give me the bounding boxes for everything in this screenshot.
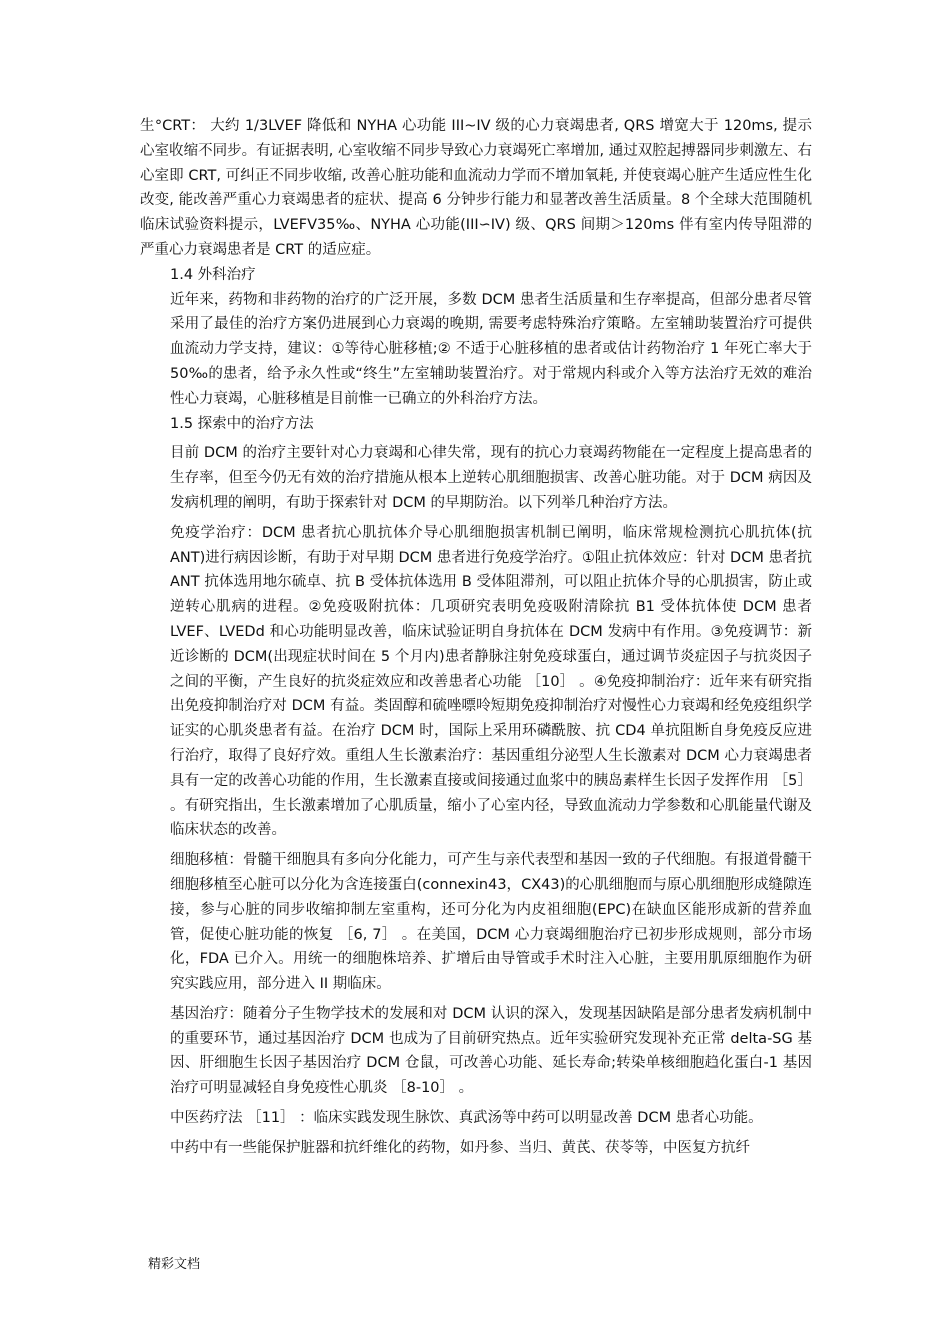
paragraph-cell-transplant: 细胞移植：骨髓干细胞具有多向分化能力，可产生与亲代表型和基因一致的子代细胞。有报道骨髓干细胞移植至心脏可以分化为含连接蛋白(connexin43，CX43)的心肌细胞而与原心肌细胞形成缝隙连接，参与心脏的同步收缩抑制左室重构，还可分化为内皮祖细胞(EPC)在缺血区能形成新的营养血管，促使心脏功能的恢复 ［6, 7］ 。在美国，DCM 心力衰竭细胞治疗已初步形成规则，部分市场化，FDA 已介入。用统一的细胞株培养、扩增后由导管或手术时注入心脏，主要用肌原细胞作为研究实践应用，部分进入 II 期临床。: [170, 852, 812, 993]
paragraph-immunotherapy: 免疫学治疗：DCM 患者抗心肌抗体介导心肌细胞损害机制已阐明，临床常规检测抗心肌抗体(抗 ANT)进行病因诊断，有助于对早期 DCM 患者进行免疫学治疗。①阻止抗体效应：针对 DCM 患者抗 ANT 抗体选用地尔硫卓、抗 B 受体抗体选用 B 受体阻滞剂，可以阻止抗体介导的心肌损害，防止或逆转心肌病的进程。②免疫吸附抗体：几项研究表明免疫吸附清除抗 B1 受体抗体使 DCM 患者 LVEF、LVEDd 和心功能明显改善，临床试验证明自身抗体在 DCM 发病中有作用。③免疫调节：新近诊断的 DCM(出现症状时间在 5 个月内)患者静脉注射免疫球蛋白，通过调节炎症因子与抗炎因子之间的平衡，产生良好的抗炎症效应和改善患者心功能 ［10］ 。④免疫抑制治疗：近年来有研究指出免疫抑制治疗对 DCM 有益。类固醇和硫唑嘌呤短期免疫抑制治疗对慢性心力衰竭和经免疫组织学证实的心肌炎患者有益。在治疗 DCM 时，国际上采用环磷酰胺、抗 CD4 单抗阻断自身免疫反应进行治疗，取得了良好疗效。重组人生长激素治疗：基因重组分泌型人生长激素对 DCM 心力衰竭患者具有一定的改善心功能的作用，生长激素直接或间接通过血浆中的胰岛素样生长因子发挥作用 ［5］ 。有研究指出，生长激素增加了心肌质量，缩小了心室内径，导致血流动力学参数和心肌能量代谢及临床状态的改善。: [170, 524, 812, 839]
section-heading-exploratory: 1.5 探索中的治疗方法: [170, 415, 314, 432]
paragraph-crt: 生°CRT： 大约 1/3LVEF 降低和 NYHA 心功能 III~IV 级的心力衰竭患者, QRS 增宽大于 120ms, 提示心室收缩不同步。有证据表明, 心室收缩不同步导致心力衰竭死亡率增加, 通过双腔起搏器同步刺激左、右心室即 CRT, 可纠正不同步收缩, 改善心脏功能和血流动力学而不增加氧耗, 并使衰竭心脏产生适应性生化改变, 能改善严重心力衰竭患者的症状、提高 6 分钟步行能力和显著改善生活质量。8 个全球大范围随机临床试验资料提示，LVEFV35‰、NYHA 心功能(III∽IV) 级、QRS 间期＞120ms 伴有室内传导阻滞的严重心力衰竭患者是 CRT 的适应症。: [140, 118, 812, 258]
section-heading-surgery: 1.4 外科治疗: [170, 266, 256, 283]
document-body: [140, 114, 812, 1161]
paragraph-exploratory-intro: 目前 DCM 的治疗主要针对心力衰竭和心律失常，现有的抗心力衰竭药物能在一定程度上提高患者的生存率，但至今仍无有效的治疗措施从根本上逆转心肌细胞损害、改善心脏功能。对于 DCM 病因及发病机理的阐明，有助于探索针对 DCM 的早期防治。以下列举几种治疗方法。: [170, 445, 812, 511]
paragraph-tcm: 中医药疗法 ［11］ ：临床实践发现生脉饮、真武汤等中药可以明显改善 DCM 患者心功能。: [170, 1110, 763, 1127]
paragraph-gene-therapy: 基因治疗：随着分子生物学技术的发展和对 DCM 认识的深入，发现基因缺陷是部分患者发病机制中的重要环节，通过基因治疗 DCM 也成为了目前研究热点。近年实验研究发现补充正常 delta-SG 基因、肝细胞生长因子基因治疗 DCM 仓鼠，可改善心功能、延长寿命;转染单核细胞趋化蛋白-1 基因治疗可明显减轻自身免疫性心肌炎 ［8-10］ 。: [170, 1005, 812, 1097]
paragraph-surgery: 近年来，药物和非药物的治疗的广泛开展，多数 DCM 患者生活质量和生存率提高，但部分患者尽管采用了最佳的治疗方案仍进展到心力衰竭的晚期, 需要考虑特殊治疗策略。左室辅助装置治疗可提供血流动力学支持，建议：①等待心脏移植;② 不适于心脏移植的患者或估计药物治疗 1 年死亡率大于 50‰的患者，给予永久性或“终生”左室辅助装置治疗。对于常规内科或介入等方法治疗无效的难治性心力衰竭，心脏移植是目前惟一已确立的外科治疗方法。: [170, 291, 812, 407]
paragraph-tcm-continued: 中药中有一些能保护脏器和抗纤维化的药物，如丹参、当归、黄芪、茯苓等，中医复方抗纤: [170, 1139, 750, 1156]
page-footer: 精彩文档: [148, 1257, 201, 1272]
